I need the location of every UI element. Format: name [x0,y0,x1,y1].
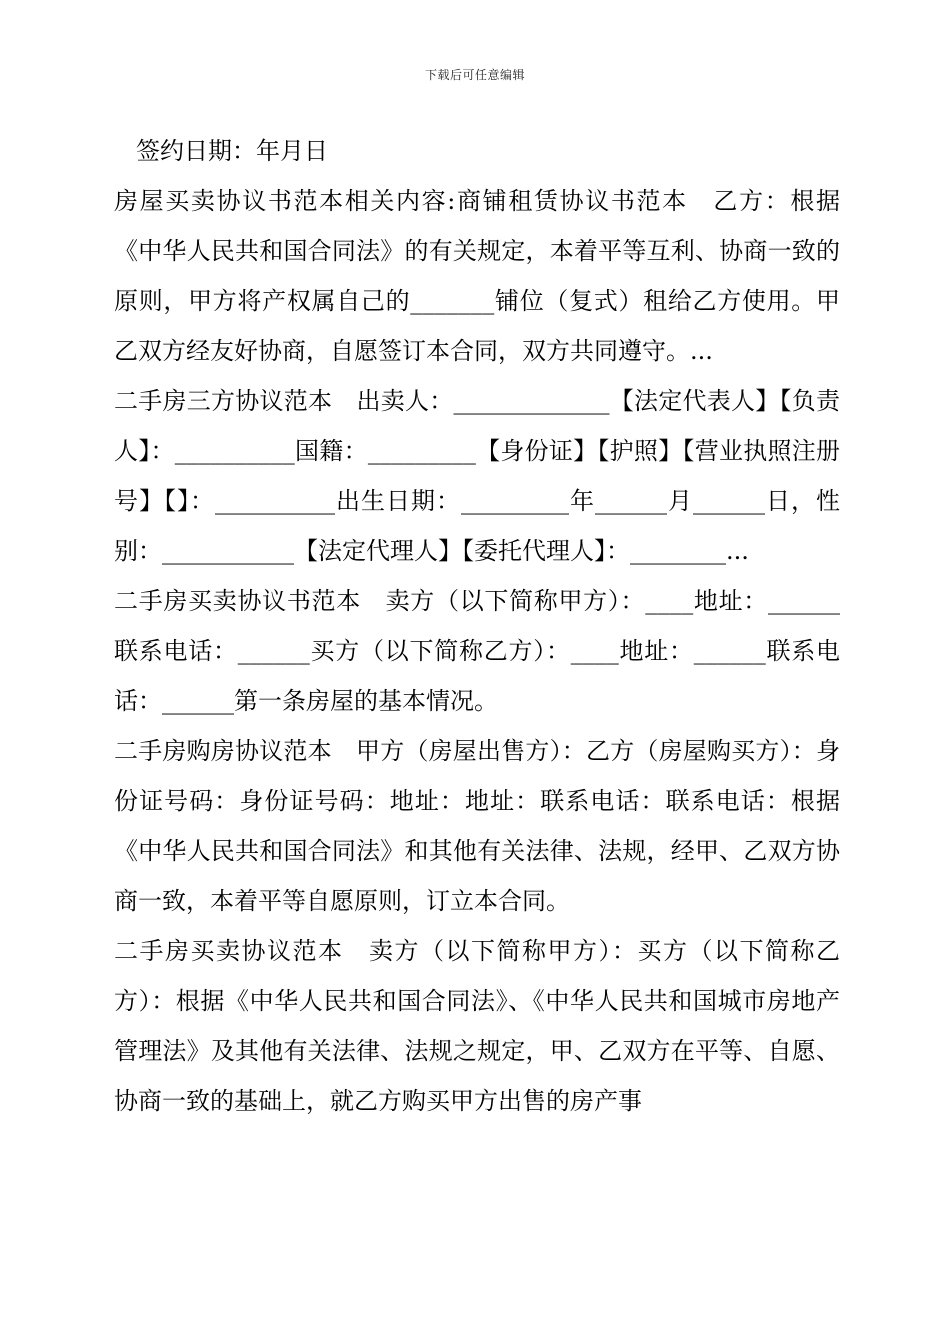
paragraph-purchase-agreement: 二手房购房协议范本 甲方（房屋出售方）：乙方（房屋购买方）：身份证号码：身份证号码：地址：地址：联系电话：联系电话：根据《中华人民共和国合同法》和其他有关法律、法规，经甲、乙双方协商一致，本着平等自愿原则，订立本合同。 [114,737,840,915]
paragraph-shop-lease: 房屋买卖协议书范本相关内容:商铺租赁协议书范本 乙方：根据《中华人民共和国合同法》的有关规定，本着平等互利、协商一致的原则，甲方将产权属自己的_______铺位（复式）租给乙方使用。甲乙双方经友好协商，自愿签订本合同，双方共同遵守。... [114,187,840,365]
paragraph-three-party-agreement: 二手房三方协议范本 出卖人：_____________【法定代表人】【负责人】：__________国籍：_________【身份证】【护照】【营业执照注册号】【】：__________出生日期：_________年______月______日，性别：___________【法定代理人】【委托代理人】：________... [114,387,840,565]
signing-date-line: 签约日期：年月日 [136,137,328,165]
document-body [114,126,840,1126]
page-header-note: 下载后可任意编辑 [424,68,525,82]
paragraph-sale-agreement: 二手房买卖协议书范本 卖方（以下简称甲方）：____地址：______联系电话：______买方（以下简称乙方）：____地址：______联系电话：______第一条房屋的基本情况。 [114,587,840,715]
paragraph-sale-agreement-template: 二手房买卖协议范本 卖方（以下简称甲方）：买方（以下简称乙方）：根据《中华人民共和国合同法》、《中华人民共和国城市房地产管理法》及其他有关法律、法规之规定，甲、乙双方在平等、自愿、协商一致的基础上，就乙方购买甲方出售的房产事 [114,937,840,1115]
